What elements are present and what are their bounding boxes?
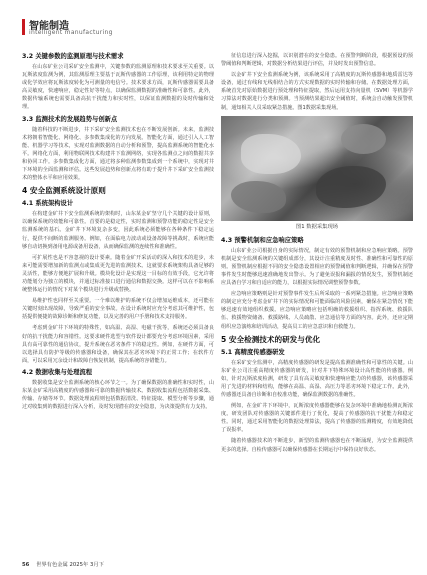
page-footer bbox=[22, 560, 104, 568]
photo-rock bbox=[231, 181, 286, 213]
data-collection-photo bbox=[221, 116, 413, 221]
photo-rock bbox=[341, 124, 386, 154]
heading-4: 4 安全监测系统设计原则 bbox=[22, 186, 106, 196]
paragraph: 例如，在金矿井下环境中，瓦斯浓度传感器能够在复杂环境中准确地检测瓦斯浓度。研发团队对传感器的关键部件进行了优化，提高了传感器的抗干扰能力和稳定性。同时，通过采用智能化的数据处理算法，提高了传感器的监测精度，有效地降低了误报率。 bbox=[221, 403, 413, 434]
page-number: 56 bbox=[22, 562, 30, 568]
heading-4-2: 4.2 数据收集与处理流程 bbox=[22, 368, 93, 376]
paragraph: 可扩展性也是不容忽视的设计要素。随着金矿开采活动的深入和技术的进步，未来可能需要增加新的监测点或集成更先进的监测技术。这就要求系统架构具备足够的灵活性，能够方便地扩展和升级。模块化设计是实现这一目标的有效手段，它允许将功能划分为独立的模块，并通过标准接口进行通信和数据交换。这样可以在不影响系统整体运行的情况下对某个模块进行升级或替换。 bbox=[22, 254, 214, 294]
paragraph: 征信息进行深入挖掘，以识别潜在的安全隐患。在预警判断阶段，根据预设的预警阈值和判断逻辑，对数据分析结果进行评估，并及时发出预警信息。 bbox=[221, 53, 413, 68]
left-column bbox=[22, 52, 214, 414]
issue-date: 2025年 3月下 bbox=[69, 562, 104, 568]
paragraph: 山东矿业公司根据自身的实际情况，制定有效的预警机制和应急响应策略。预警机制是安全监测系统的关键组成部分，其设计注重精度及时性、准确性和可靠性的原则。预警机制应根据不同的安全隐患设置相应的预警阈值和判断逻辑，并确保在预警事件发生时能够迅速准确地发出警示。为了避免误报和漏报的情况发生，预警机制还应具备自学习和自适应的能力，以根据实际情况调整预警参数。 bbox=[221, 247, 413, 287]
section-title: 智能制造 bbox=[29, 21, 69, 32]
heading-5-1: 5.1 高精度传感器研发 bbox=[221, 348, 285, 356]
heading-4-3: 4.3 预警机制和应急响应策略 bbox=[221, 236, 304, 244]
photo-rock bbox=[316, 166, 386, 208]
paragraph: 随着科技的不断进步，井下采矿安全监测技术也在不断发展创新。未来，监测技术将朝着智能化、网络化、多参数集成化的方向发展。智能化方面，通过引入人工智能、机器学习等技术，实现对监测数据的自动分析和预警，提高监测系统的智能化水平。网络化方面，利用物联网技术构建井下监测网络，实现各监测点之间的数据共享和协同工作。多参数集成化方面，通过将多种监测参数集成到一个系统中，实现对井下环境的全面监测和评估。这些发展趋势和创新点将有助于提升井下采矿安全监测技术的整体水平和应用效果。 bbox=[22, 126, 214, 182]
heading-5: 5 安全检测技术的研发与优化 bbox=[221, 334, 321, 344]
paragraph: 考虑到金矿井下环境的特殊性，如高温、高湿、电磁干扰等，系统还必须具备良好的抗干扰能力和容错性。这要求硬件选型与软件设计都要充分考虑环境因素，采用具有高可靠性的通信协议，提升系统在恶劣条件下的稳定性。例如，在硬件方面，可以选择具有防护等级的传感器和设备，确保其在恶劣环境下的正常工作；在软件方面，可以采用冗余设计和故障自恢复机制，提高系统的容错能力。 bbox=[22, 325, 214, 364]
paragraph: 在山东矿业公司采矿安全监测中，关键参数的监测原理和技术要求至关重要。以瓦斯浓度监测为例，其监测原理主要基于瓦斯传感器的工作原理，该利用特定的物理或化学效应将瓦斯浓度转化为可测量的电信号。技术要求方面，瓦斯传感器需要具备高灵敏度，快速响应，稳定性好等特点，以确保监测数据的准确性和可靠性。此外，数据传输系统也需要具备高抗干扰能力和实时性，以保证监测数据的及时传输和处理。 bbox=[22, 64, 214, 111]
heading-3-2: 3.2 关键参数的监测原理与技术需求 bbox=[22, 53, 124, 60]
paragraph: 在构建金矿井下安全监测系统的架构时，山东某金矿坚守几个关键的设计原则，以确保系统的效能和可靠性。首要的是稳定性，实时监测和预警功能的稳定性是安全监测系统的基石。金矿井下环境复杂多变，因此系统必须能够在各种条件下稳定运行，提供不间断的监测服务。例如，在面临电力波动或设备故障等挑战时，系统应能够自动切换到备用电源或备用设备，从而确保监测的连续性和准确性。 bbox=[22, 211, 214, 250]
journal-name: 世界有色金属 bbox=[36, 562, 68, 568]
paragraph: 在采矿安全监测中，高精度传感器的研发是提高监测准确性和可靠性的关键。山东矿业公司注重高精度传感器的研发，针对井下特殊环境设计高性能的传感器。例如，针对瓦斯浓度检测，研发了具有高灵敏度和快速响应能力的传感器，该传感器采用了先进的材料和结构，能够在高温、高湿、高压力等恶劣环境下稳定工作。此外，传感器还具备自诊断和自校准功能，确保监测数据的准确性。 bbox=[221, 359, 413, 398]
figure-caption: 图1 数据采集现场 bbox=[295, 223, 339, 230]
header-accent-bar bbox=[22, 19, 25, 35]
section-subtitle: intelligent manufacturing bbox=[29, 29, 113, 36]
paragraph: 数据收集是安全监测系统的核心环节之一。为了确保数据的准确性和实时性，山东某金矿采用高精度的传感器和可靠的数据传输技术。数据收集流程包括数据采集、传输、存储等环节。数据处理流程则包括数据清洗、特征提取、模型分析等步骤，通过对收集到的数据进行深入分析，及时发现潜在的安全隐患，为决策提供有力支持。 bbox=[22, 379, 214, 411]
right-column bbox=[221, 52, 413, 457]
photo-rock bbox=[241, 134, 301, 174]
paragraph: 随着传感器技术的不断进步，新型的监测传感器也在不断涌现，为安全监测提供更多的选择。自检传感器可以确保传感器在长期运行中保持良好状态。 bbox=[221, 438, 413, 453]
paragraph: 应急响应策略则是针对预警事件发生后所采取的一系列紧急措施。应急响应策略的制定应充分考虑金矿井下的实际情况和可能面临的风险因素，确保在紧急情况下能够迅速有效地组织救援。应急响应策略应包括明确的救援组织、指挥系统、救援队伍、救援物资储备、救援路线、人员疏散、应急通信等方面的内容。此外，还应定期组织应急演练和培训活动，提高员工的应急意识和自救能力。 bbox=[221, 291, 413, 330]
heading-3-3: 3.3 监测技术的发展趋势与创新点 bbox=[22, 115, 118, 123]
paragraph: 以金矿井下安全监测系统为例，该系统采用了高精度的瓦斯传感器和地质雷达等设备，通过有线和无线相结合的方式实现数据的实时传输和存储。在数据处理方面，系统首先对原始数据进行预处理和特征提取，然后运用支持向量机（SVM）等机器学习算法对数据进行分类和预测。当预测结果超出安全阈值时，系统会自动触发预警机制，通知相关人员采取紧急措施。图1数据采集现场。 bbox=[221, 72, 413, 111]
paragraph: 易维护性也同样至关重要。一个难以维护的系统不仅会增加运维成本，还可能在关键时刻出现故障，导致严重的安全事故。在设计系统时应充分考虑其可维护性，包括提供便捷的故障诊断和修复功能，以及完善的用户手册和技术支持服务。 bbox=[22, 298, 214, 321]
heading-4-1: 4.1 系统架构设计 bbox=[22, 200, 74, 208]
